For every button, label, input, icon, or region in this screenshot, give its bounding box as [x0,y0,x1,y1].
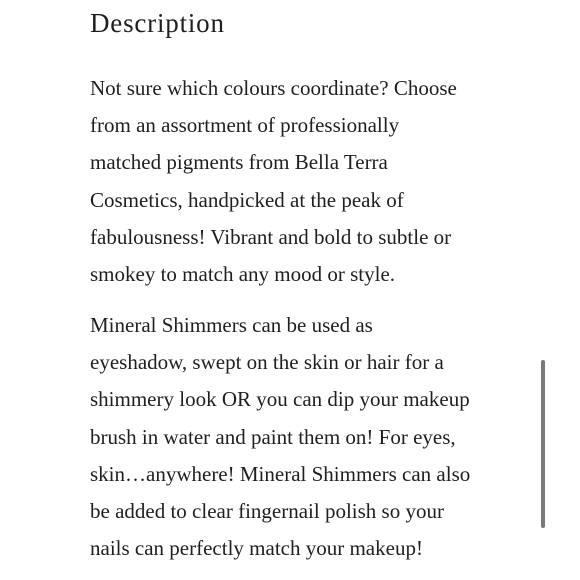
scrollbar-thumb[interactable] [541,360,545,528]
section-heading: Description [90,8,225,38]
paragraph-line: Cosmetics, handpicked at the peak of [90,187,404,212]
paragraph-line: skin…anywhere! Mineral Shimmers can also [90,461,471,486]
paragraph-line: shimmery look OR you can dip your makeup [90,387,470,412]
paragraph-line: eyeshadow, swept on the skin or hair for a [90,350,444,375]
paragraph-line: Not sure which colours coordinate? Choose [90,76,457,100]
description-paragraph-1 [90,70,457,293]
paragraph-line: be added to clear fingernail polish so your [90,499,444,524]
description-paragraph-2 [90,307,470,567]
paragraph-line: fabulousness! Vibrant and bold to subtle or [90,224,452,249]
paragraph-line: nails can perfectly match your makeup! [90,536,423,561]
paragraph-line: from an assortment of professionally [90,113,400,138]
paragraph-line: matched pigments from Bella Terra [90,150,388,175]
paragraph-line: brush in water and paint them on! For eyes, [90,424,456,449]
vertical-scrollbar[interactable] [540,360,546,530]
paragraph-line: Mineral Shimmers can be used as [90,313,373,337]
paragraph-line: smokey to match any mood or style. [90,262,396,287]
